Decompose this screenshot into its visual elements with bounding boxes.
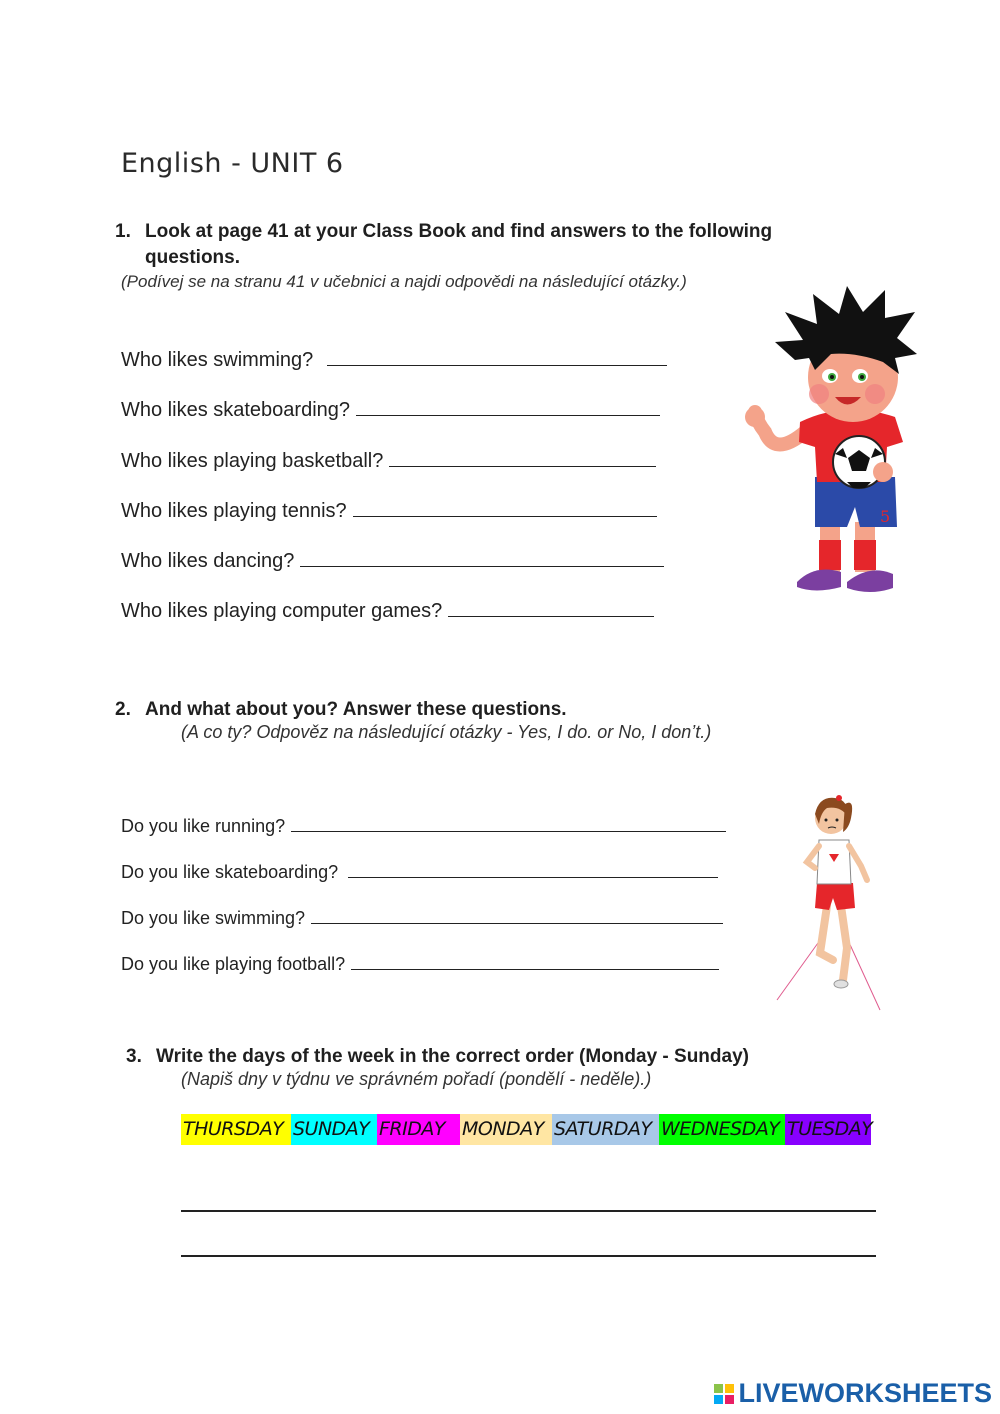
question-label: Do you like running? [121, 816, 286, 836]
svg-text:5: 5 [880, 507, 891, 526]
section3-note: (Napiš dny v týdnu ve správném pořadí (pondělí - neděle).) [181, 1069, 652, 1089]
section3-heading [126, 1044, 749, 1070]
page-title: English - UNIT 6 [121, 148, 344, 179]
day-label-wednesday[interactable]: WEDNESDAY [659, 1114, 785, 1145]
section2-heading [115, 697, 567, 723]
question-row [121, 861, 718, 883]
answer-field[interactable] [300, 548, 664, 567]
answer-line-1[interactable] [181, 1210, 876, 1212]
answer-field[interactable] [291, 815, 726, 832]
question-label: Do you like swimming? [121, 908, 306, 928]
running-girl-illustration [775, 788, 885, 1013]
question-row [121, 815, 726, 837]
question-row [121, 598, 654, 623]
section1-heading-line2: questions. [145, 247, 241, 268]
question-label: Who likes playing computer games? [121, 600, 443, 622]
section1-number: 1. [115, 221, 131, 242]
answer-field[interactable] [353, 498, 657, 517]
section3-number: 3. [126, 1046, 142, 1067]
question-label: Who likes swimming? [121, 349, 314, 371]
answer-field[interactable] [448, 598, 654, 617]
section3-heading-text: Write the days of the week in the correct order (Monday - Sunday) [156, 1046, 749, 1067]
day-label-friday[interactable]: FRIDAY [377, 1114, 460, 1145]
answer-field[interactable] [351, 953, 719, 970]
section2-number: 2. [115, 699, 131, 720]
question-label: Who likes dancing? [121, 550, 295, 572]
question-row [121, 907, 723, 929]
answer-line-2[interactable] [181, 1255, 876, 1257]
liveworksheets-logo-text: LIVEWORKSHEETS [738, 1378, 992, 1408]
answer-field[interactable] [356, 397, 660, 416]
day-label-thursday[interactable]: THURSDAY [181, 1114, 291, 1145]
answer-field[interactable] [348, 861, 718, 878]
day-label-monday[interactable]: MONDAY [460, 1114, 552, 1145]
question-row [121, 548, 664, 573]
question-row [121, 953, 719, 975]
liveworksheets-logo-icon [714, 1384, 734, 1404]
day-label-tuesday[interactable]: TUESDAY [785, 1114, 871, 1145]
day-label-sunday[interactable]: SUNDAY [291, 1114, 377, 1145]
section1-heading [115, 219, 772, 245]
answer-field[interactable] [311, 907, 723, 924]
section1-heading-line1: Look at page 41 at your Class Book and find answers to the following [145, 221, 773, 242]
section2-heading-text: And what about you? Answer these questions. [145, 699, 567, 720]
question-label: Who likes playing basketball? [121, 450, 384, 472]
question-row [121, 448, 656, 473]
question-label: Do you like skateboarding? [121, 862, 339, 882]
question-label: Who likes skateboarding? [121, 399, 351, 421]
question-row [121, 347, 667, 372]
days-strip [181, 1114, 871, 1145]
answer-field[interactable] [327, 347, 667, 366]
question-label: Who likes playing tennis? [121, 500, 347, 522]
section2-note: (A co ty? Odpověz na následující otázky - Yes, I do. or No, I don’t.) [181, 722, 712, 742]
answer-field[interactable] [389, 448, 656, 467]
question-row [121, 397, 660, 422]
section1-note: (Podívej se na stranu 41 v učebnici a najdi odpovědi na následující otázky.) [121, 272, 687, 291]
day-label-saturday[interactable]: SATURDAY [552, 1114, 659, 1145]
question-row [121, 498, 657, 523]
question-label: Do you like playing football? [121, 954, 346, 974]
boy-with-football-illustration [735, 282, 920, 604]
liveworksheets-logo [714, 1378, 992, 1409]
